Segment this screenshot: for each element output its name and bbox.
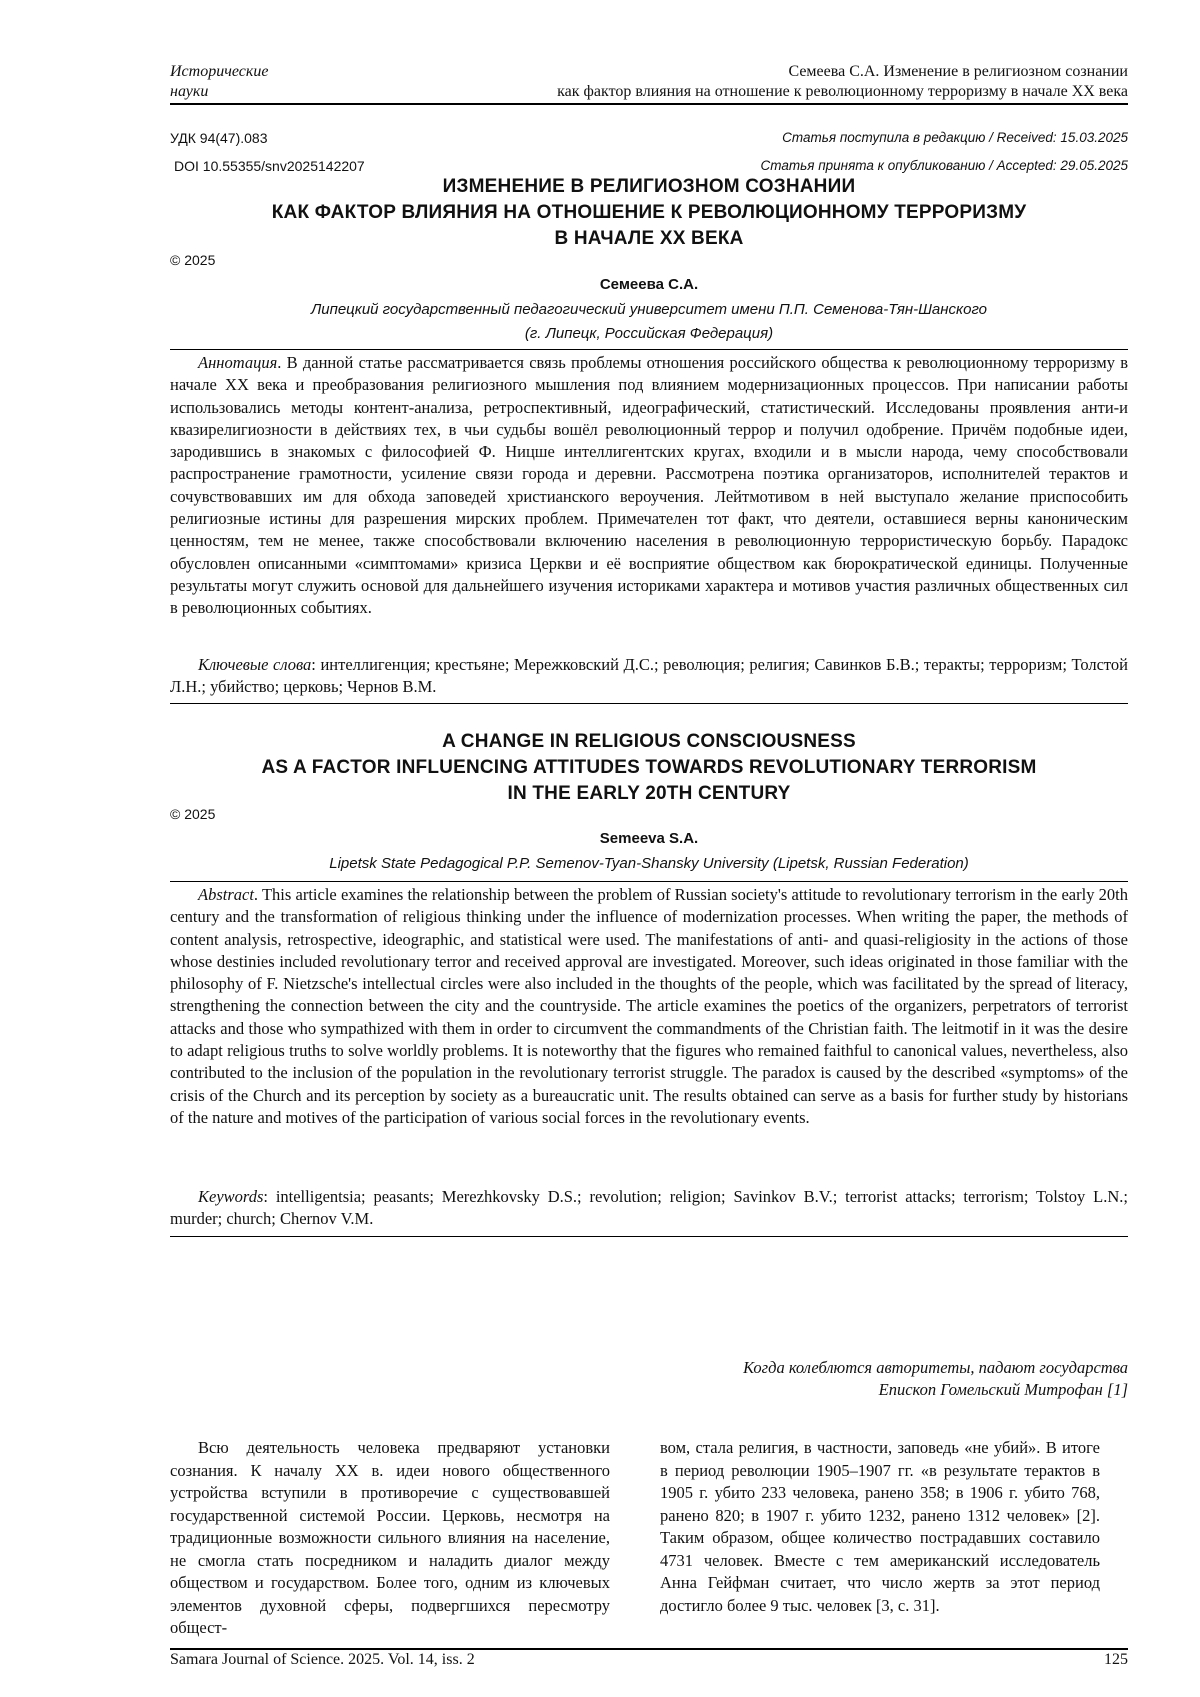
- citation-line-2: как фактор влияния на отношение к революционному терроризму в начале XX века: [557, 83, 1128, 100]
- en-title: [170, 729, 1128, 807]
- ru-keywords: [170, 654, 1128, 699]
- epigraph: [743, 1357, 1128, 1401]
- en-abstract-top-rule: [170, 881, 1128, 882]
- ru-keywords-label: Ключевые слова: [198, 655, 312, 674]
- ru-abstract: [170, 352, 1128, 620]
- en-author: Semeeva S.A.: [599, 830, 699, 847]
- article-identifiers: [170, 124, 365, 180]
- epigraph-quote: Когда колеблются авторитеты, падают государства: [743, 1358, 1128, 1377]
- ru-title-line-3: В НАЧАЛЕ XX ВЕКА: [554, 228, 744, 249]
- header-divider: [170, 103, 1128, 105]
- ru-author: Семеева С.А.: [599, 276, 699, 293]
- ru-title-line-1: ИЗМЕНЕНИЕ В РЕЛИГИОЗНОМ СОЗНАНИИ: [442, 176, 856, 197]
- ru-keywords-text: : интеллигенция; крестьяне; Мережковский Д.С.; революция; религия; Савинков Б.В.; теракты; терроризм; Толстой Л.Н.; убийство; церковь; Чернов В.М.: [170, 655, 1128, 697]
- page-number: 125: [1104, 1651, 1128, 1668]
- en-abstract-label: Abstract: [198, 885, 254, 904]
- en-keywords-text: : intelligentsia; peasants; Merezhkovsky D.S.; revolution; religion; Savinkov B.V.; terrorist attacks; terrorism; Tolstoy L.N.; murder; church; Chernov V.M.: [170, 1187, 1128, 1229]
- journal-citation: Samara Journal of Science. 2025. Vol. 14, iss. 2: [170, 1651, 475, 1668]
- ru-title: [170, 174, 1128, 252]
- ru-title-line-2: КАК ФАКТОР ВЛИЯНИЯ НА ОТНОШЕНИЕ К РЕВОЛЮЦИОННОМУ ТЕРРОРИЗМУ: [271, 202, 1027, 223]
- ru-abstract-label: Аннотация: [198, 353, 278, 372]
- ru-affiliation: [170, 298, 1128, 346]
- en-title-line-2: AS A FACTOR INFLUENCING ATTITUDES TOWARDS REVOLUTIONARY TERRORISM: [261, 757, 1037, 778]
- running-header-section: [170, 62, 370, 102]
- citation-line-1: Семеева С.А. Изменение в религиозном сознании: [788, 63, 1128, 80]
- en-copyright: © 2025: [170, 806, 216, 822]
- en-keywords: [170, 1186, 1128, 1231]
- body-column-right: вом, стала религия, в частности, заповедь «не убий». В итоге в период революции 1905–1907 гг. «в результате терактов в 1905 г. убито 233 человека, ранено 358; в 1906 г. убито 768, ранено 820; в 1907 г. убито 1232, ранено 1312 человек» [2]. Таким образом, общее количество пострадавших составило 4731 человек. Вместе с тем американский исследователь Анна Гейфман считает, что число жертв за этот период достигло более 9 тыс. человек [3, с. 31].: [660, 1438, 1100, 1615]
- en-abstract-text: . This article examines the relationship between the problem of Russian society's attitude to revolutionary terrorism in the early 20th century and the transformation of religious thinking under the influence of modernization processes. When writing the paper, the methods of content analysis, retrospective, ideographic, and statistical were used. The manifestations of anti- and quasi-religiosity in the actions of those whose destinies included revolutionary terror and received approval are investigated. Moreover, such ideas originated in those familiar with the philosophy of F. Nietzsche's intellectual circles were also included in the thoughts of the people, which was facilitated by the spread of literacy, strengthening the connection between the city and the countryside. The article examines the poetics of the organizers, perpetrators of terrorist attacks and those who sympathized with them in order to circumvent the commandments of the Christian faith. The leitmotif in it was the desire to adapt religious truths to solve worldly problems. It is noteworthy that the figures who remained faithful to canonical values, nevertheless, also contributed to the inclusion of the population in the revolutionary terrorist struggle. The paradox is caused by the described «symptoms» of the crisis of the Church and its perception by society as a bureaucratic unit. The results obtained can serve as a basis for further study by historians of the nature and motives of the participation of various social forces in the revolutionary events.: [170, 885, 1128, 1127]
- ru-abstract-bottom-rule: [170, 703, 1128, 704]
- body-column-left: Всю деятельность человека предваряют установки сознания. К началу XX в. идеи нового общественного устройства вступили в противоречие с существовавшей государственной системой России. Церковь, несмотря на традиционные возможности сильного влияния на население, не смогла стать посредником и наладить диалог между обществом и государством. Более того, одним из ключевых элементов духовной сферы, подвергшихся пересмотру общест-: [170, 1438, 610, 1637]
- ru-abstract-top-rule: [170, 349, 1128, 350]
- ru-abstract-text: . В данной статье рассматривается связь проблемы отношения российского общества к революционному терроризму в начале XX века и преобразования религиозного мышления под влиянием модернизационных процессов. При написании работы использовались методы контент-анализа, ретроспективный, идеографический, статистический. Исследованы проявления анти-и квазирелигиозности в действиях тех, в чьи судьбы вошёл революционный террор и получил одобрение. Причём подобные идеи, зародившись в знакомых с философией Ф. Ницше интеллигентских кругах, входили и в мысли народа, чему способствовали распространение грамотности, усиление связи города и деревни. Рассмотрена поэтика организаторов, исполнителей терактов и сочувствовавших им для обхода заповедей христианского вероучения. Лейтмотивом в ней выступало желание приспособить религиозные истины для разрешения мирских проблем. Примечателен тот факт, что деятели, оставшиеся верны каноническим ценностям, тем не менее, также способствовали включению населения в революционную террористическую борьбу. Парадокс обусловлен описанными «симптомами» кризиса Церкви и её восприятие обществом как бюрократической единицы. Полученные результаты могут служить основой для дальнейшего изучения историками характера и мотивов участия различных общественных сил в революционных событиях.: [170, 353, 1128, 618]
- en-title-line-3: IN THE EARLY 20TH CENTURY: [507, 783, 791, 804]
- accepted-date: Статья принята к опубликованию / Accepted: 29.05.2025: [760, 158, 1128, 173]
- section-line-1: Исторические: [170, 63, 269, 80]
- epigraph-source: Епископ Гомельский Митрофан [1]: [878, 1380, 1128, 1399]
- en-affiliation: Lipetsk State Pedagogical P.P. Semenov-Tyan-Shansky University (Lipetsk, Russian Federation): [329, 855, 969, 872]
- footer-divider: [170, 1648, 1128, 1650]
- running-header-citation: [428, 62, 1128, 102]
- received-date: Статья поступила в редакцию / Received: 15.03.2025: [782, 130, 1128, 145]
- ru-affiliation-line-1: Липецкий государственный педагогический университет имени П.П. Семенова-Тян-Шанского: [310, 301, 988, 318]
- en-abstract-bottom-rule: [170, 1236, 1128, 1237]
- en-abstract: [170, 884, 1128, 1129]
- article-dates: [761, 124, 1128, 180]
- ru-copyright: © 2025: [170, 252, 216, 268]
- en-keywords-label: Keywords: [198, 1187, 264, 1206]
- ru-affiliation-line-2: (г. Липецк, Российская Федерация): [524, 325, 774, 342]
- udk-code: УДК 94(47).083: [170, 130, 268, 146]
- en-title-line-1: A CHANGE IN RELIGIOUS CONSCIOUSNESS: [442, 731, 856, 752]
- section-line-2: науки: [170, 83, 209, 100]
- doi-link[interactable]: DOI 10.55355/snv2025142207: [174, 158, 365, 174]
